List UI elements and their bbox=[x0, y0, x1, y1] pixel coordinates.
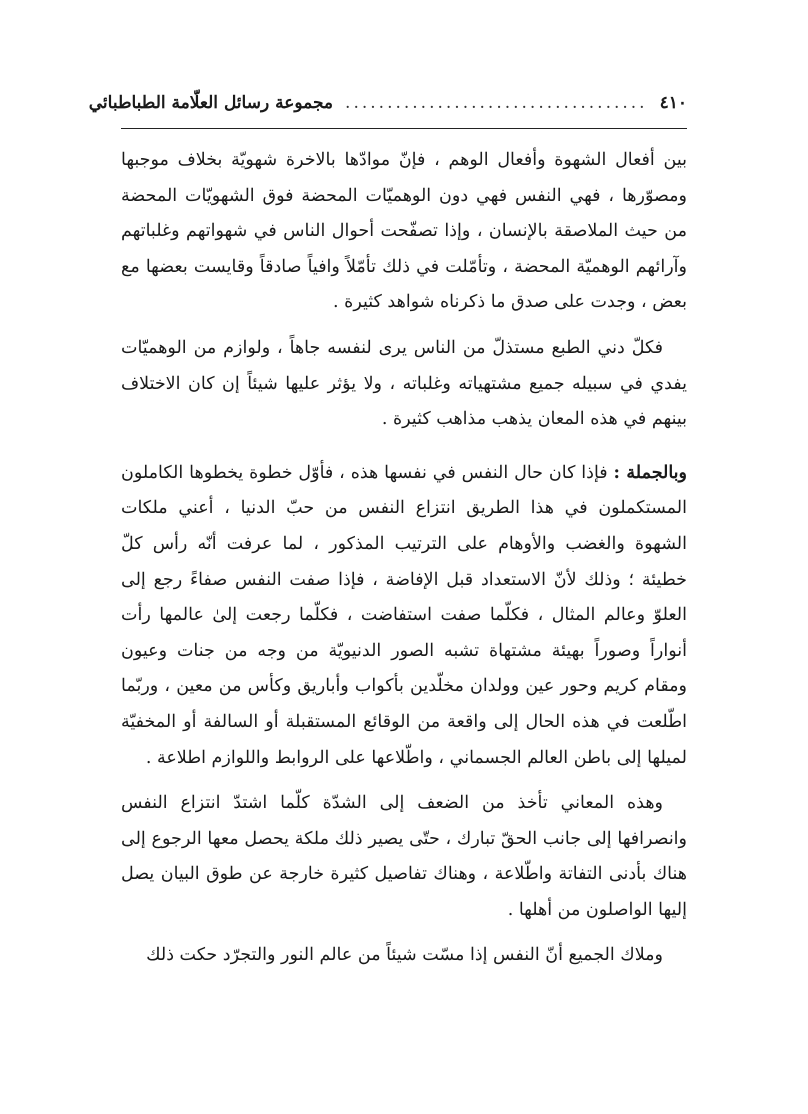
page-number: ٤١٠ bbox=[659, 93, 687, 113]
paragraph-2 bbox=[121, 331, 687, 438]
paragraph-5-text: وملاك الجميع أنّ النفس إذا مسّت شيئاً من عالم النور والتجرّد حكت ذلك bbox=[146, 945, 663, 966]
paragraph-2-text: فكلّ دني الطبع مستذلّ من الناس يرى لنفسه جاهاً ، ولوازم من الوهميّات يفدي في سبيله جميع مشتهياته وغلباته ، ولا يؤثر عليها شيئاً إن كان الاختلاف بينهم في هذه المعان يذهب مذاهب كثيرة . bbox=[121, 337, 687, 430]
paragraph-3 bbox=[121, 456, 687, 776]
paragraph-4 bbox=[121, 786, 687, 928]
running-header bbox=[88, 78, 687, 128]
header-rule bbox=[121, 128, 687, 129]
paragraph-4-text: وهذه المعاني تأخذ من الضعف إلى الشدّة كلّما اشتدّ انتزاع النفس وانصرافها إلى جانب الحقّ تبارك ، حتّى يصير ذلك ملكة يحصل معها الرجوع إلى هناك بأدنى التفاتة واطّلاعة ، وهناك تفاصيل كثيرة خارجة عن طوق البيان يصل إليها الواصلون من أهلها . bbox=[121, 793, 687, 920]
paragraph-1-text: بين أفعال الشهوة وأفعال الوهم ، فإنّ موادّها بالاخرة شهويّة بخلاف موجبها ومصوّرها ، فهي النفس فهي دون الوهميّات المحضة فوق الشهويّات المحضة من حيث الملاصقة بالإنسان ، وإذا تصفّحت أحوال الناس في شهواتهم وغلباتهم وآرائهم الوهميّة المحضة ، وتأمّلت في ذلك تأمّلاً وافياً صادقاً وقايست بعضها مع بعض ، وجدت على صدق ما ذكرناه شواهد كثيرة . bbox=[121, 150, 687, 313]
paragraph-5 bbox=[121, 938, 687, 974]
book-title: مجموعة رسائل العلّامة الطباطبائي bbox=[88, 93, 334, 113]
body-text bbox=[121, 143, 687, 974]
paragraph-1 bbox=[121, 143, 687, 321]
leader-dots: .................................... bbox=[345, 93, 648, 113]
paragraph-3-text: فإذا كان حال النفس في نفسها هذه ، فأوّل خطوة يخطوها الكاملون المستكملون في هذا الطريق انتزاع النفس من حبّ الدنيا ، أعني ملكات الشهوة والغضب والأوهام على الترتيب المذكور ، لما عرفت أنّه رأس كلّ خطيئة ؛ وذلك لأنّ الاستعداد قبل الإفاضة ، فإذا صفت النفس صفاءً رجع إلى العلوّ وعالم المثال ، فكلّما صفت استفاضت ، فكلّما رجعت إلىٰ عالمها رأت أنواراً وصوراً بهيئة مشتهاة تشبه الصور الدنيويّة من وجه من جنات وعيون ومقام كريم وحور عين وولدان مخلّدين بأكواب وأباريق وكأس من معين ، وربّما اطّلعت في هذه الحال إلى واقعة من الوقائع المستقبلة أو السالفة أو المخفيّة لميلها إلى باطن العالم الجسماني ، واطّلاعها على الروابط واللوازم اطلاعة . bbox=[121, 462, 687, 768]
paragraph-3-lead: وبالجملة : bbox=[613, 462, 687, 483]
